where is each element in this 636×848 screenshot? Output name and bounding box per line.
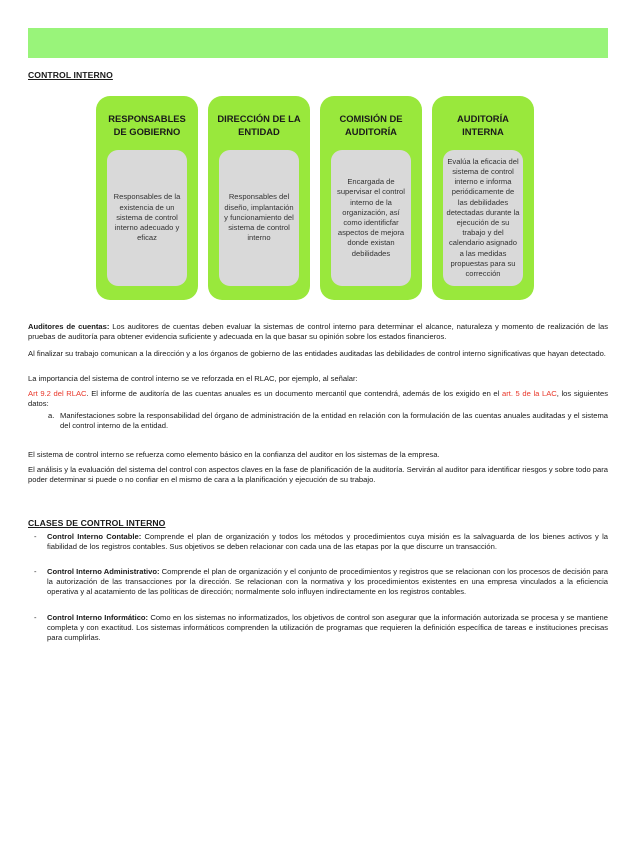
paragraph-auditores xyxy=(28,322,608,342)
card-direccion-entidad xyxy=(208,96,310,300)
art-reference-link: Art 9.2 del RLAC xyxy=(28,389,87,398)
auditores-label: Auditores de cuentas: xyxy=(28,322,110,331)
art-text-2: , los siguientes datos: xyxy=(28,389,609,409)
card-body-text: Evalúa la eficacia del sistema de control interno e informa periódicamente de las debilidades detectadas durante la ejecución de su trabajo y del calendario asignado a las medidas propuestas para su corrección xyxy=(446,156,520,279)
list-item-text: Manifestaciones sobre la responsabilidad del órgano de administración de la entidad en relación con la formulación de las cuentas anuales auditadas y el sistema del control interno de la entidad. xyxy=(60,411,608,431)
paragraph-al-finalizar: Al finalizar su trabajo comunican a la dirección y a los órganos de gobierno de las entidades auditadas las debilidades de control interno significativas que hayan detectado. xyxy=(28,349,606,358)
list-item-text xyxy=(47,613,608,644)
card-title: AUDITORÍA INTERNA xyxy=(457,113,509,137)
item-text: Comprende el plan de organización y todos los métodos y procedimientos cuya misión es la salvaguarda de los bienes activos y la fiabilidad de los registros contables. Sus objetivos se deben relacionar con cada una de las etapas por la que discurre un transacción. xyxy=(47,532,608,552)
list-item-text xyxy=(47,532,608,552)
item-label: Control Interno Contable: xyxy=(47,532,142,541)
card-responsables-gobierno xyxy=(96,96,198,300)
list-marker: a. xyxy=(48,411,55,420)
paragraph-art-rlac xyxy=(28,389,608,409)
dash-marker: - xyxy=(34,567,37,576)
list-item-text xyxy=(47,567,608,598)
card-title: DIRECCIÓN DE LA ENTIDAD xyxy=(217,113,301,137)
card-title: RESPONSABLES DE GOBIERNO xyxy=(108,113,186,137)
paragraph-refuerza: El sistema de control interno se refuerza como elemento básico en la confianza del auditor en los sistemas de la empresa. xyxy=(28,450,440,459)
card-body xyxy=(443,150,523,286)
section-title-control-interno: CONTROL INTERNO xyxy=(28,70,113,80)
section-title-clases: CLASES DE CONTROL INTERNO xyxy=(28,518,166,528)
paragraph-analisis: El análisis y la evaluación del sistema del control con aspectos claves en la fase de planificación de la auditoría. Servirán al auditor para identificar riesgos y sobre todo para poder determinar si puede o no confiar en el mismo de cara a la planificación y ejecución de su trabajo. xyxy=(28,465,608,485)
dash-marker: - xyxy=(34,532,37,541)
roles-diagram xyxy=(96,96,536,300)
dash-marker: - xyxy=(34,613,37,622)
card-auditoria-interna xyxy=(432,96,534,300)
paragraph-importancia: La importancia del sistema de control interno se ve reforzada en el RLAC, por ejemplo, al señalar: xyxy=(28,374,358,383)
list-item-control-informatico xyxy=(34,613,608,644)
art-text: . El informe de auditoría de las cuentas anuales es un documento mercantil que contendrá, además de los exigido en el xyxy=(86,389,502,398)
lac-reference-link: art. 5 de la LAC xyxy=(501,389,557,398)
item-label: Control Interno Informático: xyxy=(47,613,149,622)
item-text: Comprende el plan de organización y el conjunto de procedimientos y registros que se relacionan con los procesos de decisión para la autorización de las transacciones por la dirección. Se relacionan con la normativa y los procedimientos existentes en una empresa vinculados a la eficiencia operativa y al acatamiento de las políticas de dirección; normalmente solo influyen indirectamente en los registros contables. xyxy=(47,567,608,597)
auditores-text: Los auditores de cuentas deben evaluar la sistemas de control interno para determinar el alcance, naturaleza y momento de realización de las pruebas de auditoría para obtener evidencia suficiente y adecuada en la que basar su opinión sobre los estados financieros. xyxy=(28,322,609,342)
card-title: COMISIÓN DE AUDITORÍA xyxy=(339,113,403,137)
card-body-text: Responsables de la existencia de un sistema de control interno adecuado y eficaz xyxy=(113,192,181,243)
card-body-text: Responsables del diseño, implantación y funcionamiento del sistema de control interno xyxy=(224,192,294,243)
list-item-a xyxy=(48,411,608,431)
card-body xyxy=(107,150,187,286)
list-item-control-contable xyxy=(34,532,608,552)
card-body-text: Encargada de supervisar el control interno de la organización, así como identificfar aspectos de mejora donde existan debilidades xyxy=(337,177,405,258)
item-label: Control Interno Administrativo: xyxy=(47,567,160,576)
card-body xyxy=(331,150,411,286)
list-item-control-administrativo xyxy=(34,567,608,598)
item-text: Como en los sistemas no informatizados, los objetivos de control son asegurar que la información autorizada se procesa y se mantiene completa y con exactitud. Los sistemas informáticos comprenden la utilización de programas que requieren la definición específica de tareas e instituciones precisas para cumplirlas. xyxy=(47,613,608,643)
header-banner xyxy=(28,28,608,58)
card-body xyxy=(219,150,299,286)
card-comision-auditoria xyxy=(320,96,422,300)
